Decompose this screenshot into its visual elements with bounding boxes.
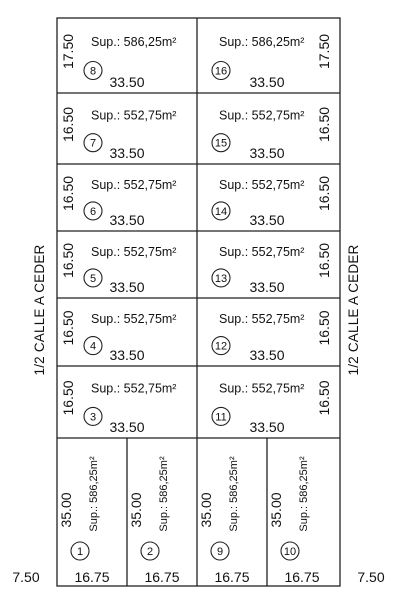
lot-11 — [212, 380, 332, 435]
lot-area: Sup.: 586,25m² — [219, 34, 305, 49]
lot-13 — [212, 243, 332, 295]
lot-front: 16.75 — [74, 569, 110, 585]
lot-depth: 17.50 — [60, 33, 76, 70]
lot-depth: 16.50 — [60, 310, 76, 346]
lot-area: Sup.: 586,25m² — [88, 456, 100, 532]
lot-number: 13 — [214, 272, 228, 285]
lot-depth: 35.00 — [268, 492, 284, 528]
lot-depth: 16.50 — [60, 106, 76, 143]
lot-number: 8 — [89, 65, 97, 78]
lot-number: 3 — [89, 411, 97, 424]
lot-number: 9 — [216, 546, 224, 558]
lot-front: 33.50 — [249, 347, 285, 363]
lots — [58, 34, 332, 585]
lot-7 — [60, 107, 176, 161]
lot-depth: 16.50 — [60, 380, 76, 416]
lot-depth: 35.00 — [58, 492, 74, 528]
lot-15 — [212, 107, 332, 161]
lot-16 — [212, 34, 332, 90]
lot-front: 33.50 — [109, 279, 145, 295]
lot-depth: 16.50 — [316, 106, 332, 143]
lot-front: 33.50 — [109, 347, 145, 363]
lot-front: 16.75 — [144, 569, 180, 585]
lot-3 — [60, 380, 176, 435]
lot-number: 1 — [76, 546, 84, 558]
lot-front: 33.50 — [249, 74, 285, 90]
lot-area: Sup.: 552,75m² — [219, 108, 305, 123]
lot-number: 7 — [89, 137, 97, 150]
lot-10 — [268, 456, 320, 585]
lot-area: Sup.: 552,75m² — [91, 244, 177, 259]
lot-front: 33.50 — [249, 279, 285, 295]
street-label-right: 1/2 CALLE A CEDER — [346, 244, 361, 376]
lot-area: Sup.: 586,25m² — [158, 456, 170, 532]
street-width-right: 7.50 — [357, 569, 385, 585]
lot-depth: 17.50 — [316, 33, 332, 70]
lot-area: Sup.: 586,25m² — [91, 34, 177, 49]
street-width-left: 7.50 — [12, 569, 40, 585]
lot-1 — [58, 456, 110, 585]
lot-front: 33.50 — [109, 145, 145, 161]
lot-9 — [198, 456, 250, 585]
lot-number: 6 — [89, 205, 97, 218]
lot-depth: 35.00 — [198, 492, 214, 528]
lot-front: 33.50 — [249, 419, 285, 435]
street-label-left: 1/2 CALLE A CEDER — [32, 244, 47, 376]
lot-number: 11 — [215, 411, 227, 424]
lot-front: 33.50 — [109, 74, 145, 90]
lot-depth: 16.50 — [60, 175, 76, 212]
lot-front: 16.75 — [214, 569, 250, 585]
lot-number: 16 — [214, 65, 228, 78]
lot-number: 15 — [214, 137, 228, 150]
lot-area: Sup.: 586,25m² — [228, 456, 240, 532]
lot-depth: 35.00 — [128, 492, 144, 528]
lot-number: 14 — [214, 205, 228, 218]
lot-front: 33.50 — [109, 419, 145, 435]
lot-front: 33.50 — [249, 212, 285, 228]
lot-depth: 16.50 — [316, 380, 332, 416]
lot-front: 33.50 — [249, 145, 285, 161]
lot-number: 10 — [283, 546, 297, 558]
lot-area: Sup.: 552,75m² — [219, 381, 305, 396]
lot-area: Sup.: 552,75m² — [219, 177, 305, 192]
lot-number: 12 — [214, 340, 228, 353]
lot-area: Sup.: 552,75m² — [91, 381, 177, 396]
lot-4 — [60, 310, 176, 363]
lot-depth: 16.50 — [60, 242, 76, 279]
lot-6 — [60, 176, 176, 228]
lot-number: 4 — [89, 340, 97, 353]
lot-2 — [128, 456, 180, 585]
lot-area: Sup.: 552,75m² — [219, 244, 305, 259]
lot-area: Sup.: 552,75m² — [91, 108, 177, 123]
lot-area: Sup.: 552,75m² — [91, 177, 177, 192]
lot-number: 5 — [89, 272, 97, 285]
lot-depth: 16.50 — [316, 175, 332, 212]
lot-front: 16.75 — [284, 569, 320, 585]
lot-depth: 16.50 — [316, 310, 332, 346]
lot-front: 33.50 — [109, 212, 145, 228]
lot-depth: 16.50 — [316, 242, 332, 279]
lot-8 — [60, 34, 176, 90]
lot-area: Sup.: 586,25m² — [298, 456, 310, 532]
lot-12 — [212, 310, 332, 363]
lot-5 — [60, 243, 176, 295]
lot-number: 2 — [146, 546, 154, 558]
lot-14 — [212, 176, 332, 228]
lot-area: Sup.: 552,75m² — [219, 312, 305, 327]
lot-area: Sup.: 552,75m² — [91, 312, 177, 327]
